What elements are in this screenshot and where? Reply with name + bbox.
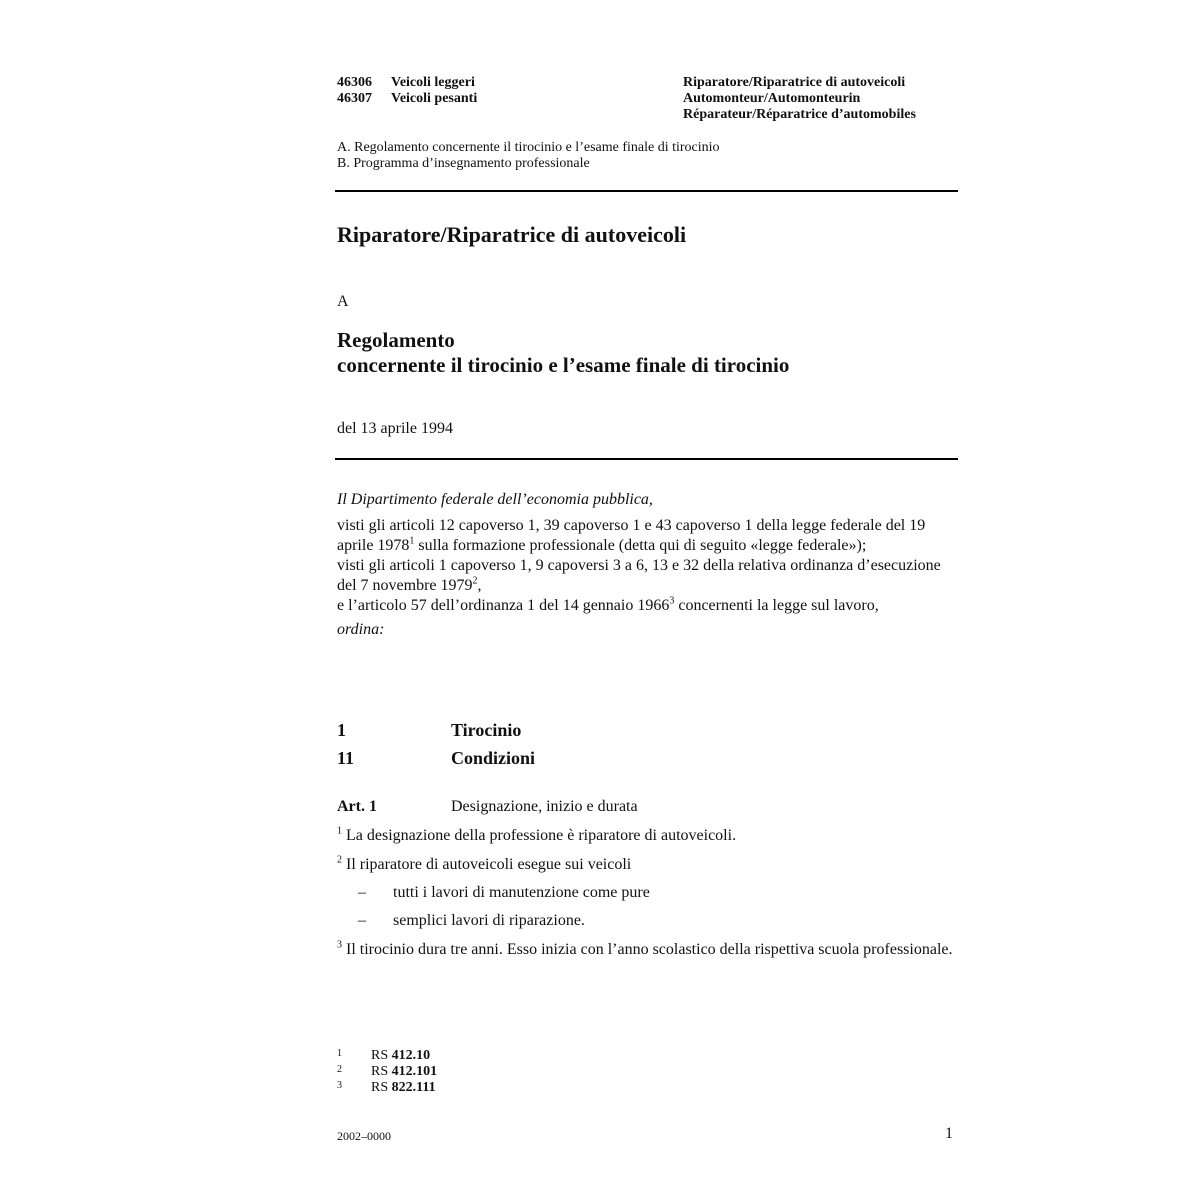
paragraph-text: La designazione della professione è riparatore di autoveicoli.: [346, 827, 737, 844]
article-paragraph: [337, 826, 955, 846]
preamble-text: visti gli articoli 1 capoverso 1, 9 capoversi 3 a 6, 13 e 32 della relativa ordinanza d’esecuzione del 7 novembre 1979: [337, 557, 941, 594]
preamble-paragraph: [337, 556, 957, 596]
footnote-ref[interactable]: 1: [409, 535, 415, 547]
footnote-prefix: RS: [371, 1064, 392, 1079]
contents-list: [337, 140, 720, 172]
preamble-text: e l’articolo 57 dell’ordinanza 1 del 14 gennaio 1966: [337, 597, 670, 614]
regulation-title: [337, 328, 789, 378]
preamble-text: ,: [477, 577, 482, 594]
section-number: 1: [337, 720, 346, 740]
article-title: Designazione, inizio e durata: [451, 798, 638, 815]
footnote: [337, 1064, 437, 1080]
preamble-text: sulla formazione professionale (detta qui di seguito «legge federale»);: [414, 537, 867, 554]
preamble-paragraph: [337, 516, 957, 556]
preamble-text: visti gli articoli 12 capoverso 1, 39 capoverso 1 e 43 capoverso 1 della legge federale del 19 aprile 1978: [337, 517, 926, 554]
header-titles: [683, 75, 916, 123]
paragraph-number: 2: [337, 854, 342, 866]
list-item: tutti i lavori di manutenzione come pure: [393, 884, 650, 901]
header-code-label: Veicoli leggeri: [391, 75, 475, 90]
preamble-text: concernenti la legge sul lavoro,: [674, 597, 879, 614]
paragraph-text: Il riparatore di autoveicoli esegue sui veicoli: [346, 856, 632, 873]
preamble: [337, 490, 957, 640]
section-letter: A: [337, 293, 349, 310]
preamble-ordina: ordina:: [337, 621, 385, 638]
article-label: Art. 1: [337, 798, 377, 815]
contents-item: A. Regolamento concernente il tirocinio e l’esame finale di tirocinio: [337, 140, 720, 155]
article-paragraph: [337, 940, 955, 960]
paragraph-text: Il tirocinio dura tre anni. Esso inizia con l’anno scolastico della rispettiva scuola professionale.: [346, 941, 953, 958]
list-item: semplici lavori di riparazione.: [393, 912, 585, 929]
regulation-title-line2: concernente il tirocinio e l’esame finale di tirocinio: [337, 353, 790, 377]
footnote-number: 2: [337, 1064, 342, 1075]
header-code-label: Veicoli pesanti: [391, 91, 478, 106]
footnote-ref[interactable]: 2: [472, 575, 478, 587]
header-code: 46306: [337, 75, 372, 90]
footnote-ref-number: 412.10: [391, 1048, 431, 1063]
footnote-prefix: RS: [371, 1080, 392, 1095]
footnotes: [337, 1048, 437, 1096]
section-title: Tirocinio: [451, 720, 522, 740]
footnote-number: 1: [337, 1048, 342, 1059]
paragraph-number: 1: [337, 825, 342, 837]
header-codes: [337, 75, 477, 107]
main-title: Riparatore/Riparatrice di autoveicoli: [337, 222, 687, 247]
regulation-date: del 13 aprile 1994: [337, 420, 453, 437]
footnote: [337, 1048, 437, 1064]
header-code: 46307: [337, 91, 372, 106]
preamble-paragraph: [337, 596, 957, 616]
contents-item: B. Programma d’insegnamento professionale: [337, 156, 590, 171]
regulation-title-line1: Regolamento: [337, 328, 455, 352]
preamble-divider: [335, 458, 958, 460]
preamble-authority: Il Dipartimento federale dell’economia pubblica,: [337, 491, 653, 508]
footnote-number: 3: [337, 1080, 342, 1091]
top-divider: [335, 190, 958, 192]
footnote: [337, 1080, 437, 1096]
section-number: 11: [337, 748, 355, 768]
footnote-ref-number: 822.111: [391, 1080, 436, 1095]
header-code-row: [337, 91, 477, 107]
header-title-fr: Réparateur/Réparatrice d’automobiles: [683, 107, 916, 122]
list-dash: –: [358, 912, 366, 929]
header-title-de: Automonteur/Automonteurin: [683, 91, 861, 106]
paragraph-number: 3: [337, 939, 342, 951]
footnote-prefix: RS: [371, 1048, 392, 1063]
document-code: 2002–0000: [337, 1129, 391, 1143]
header-title-it: Riparatore/Riparatrice di autoveicoli: [683, 75, 906, 90]
header-code-row: [337, 75, 477, 91]
list-dash: –: [358, 884, 366, 901]
footnote-ref-number: 412.101: [391, 1064, 438, 1079]
page-number: 1: [945, 1125, 953, 1142]
footnote-ref[interactable]: 3: [669, 595, 675, 607]
article-paragraph: [337, 855, 955, 875]
section-title: Condizioni: [451, 748, 536, 768]
